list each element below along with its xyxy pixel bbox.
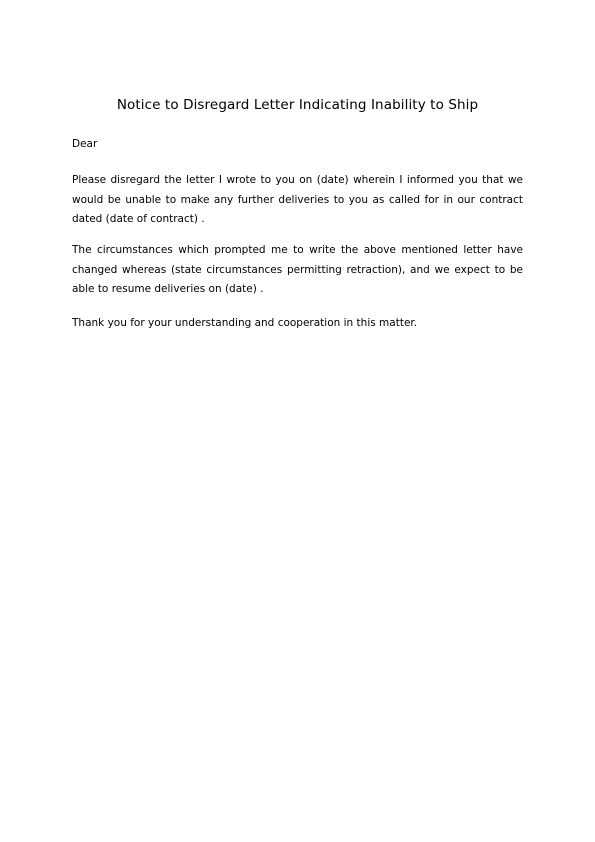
letter-title: Notice to Disregard Letter Indicating Inability to Ship xyxy=(116,97,479,113)
salutation: Dear xyxy=(72,138,98,150)
paragraph-circumstances: The circumstances which prompted me to write the above mentioned letter have changed whereas (state circumstances permitting retraction), and we expect to be able to resume deliveries on (date) . xyxy=(72,244,523,295)
paragraph-closing-thanks: Thank you for your understanding and cooperation in this matter. xyxy=(72,317,418,329)
paragraph-disregard-request: Please disregard the letter I wrote to you on (date) wherein I informed you that we would be unable to make any further deliveries to you as called for in our contract dated (date of contract) . xyxy=(72,174,523,225)
